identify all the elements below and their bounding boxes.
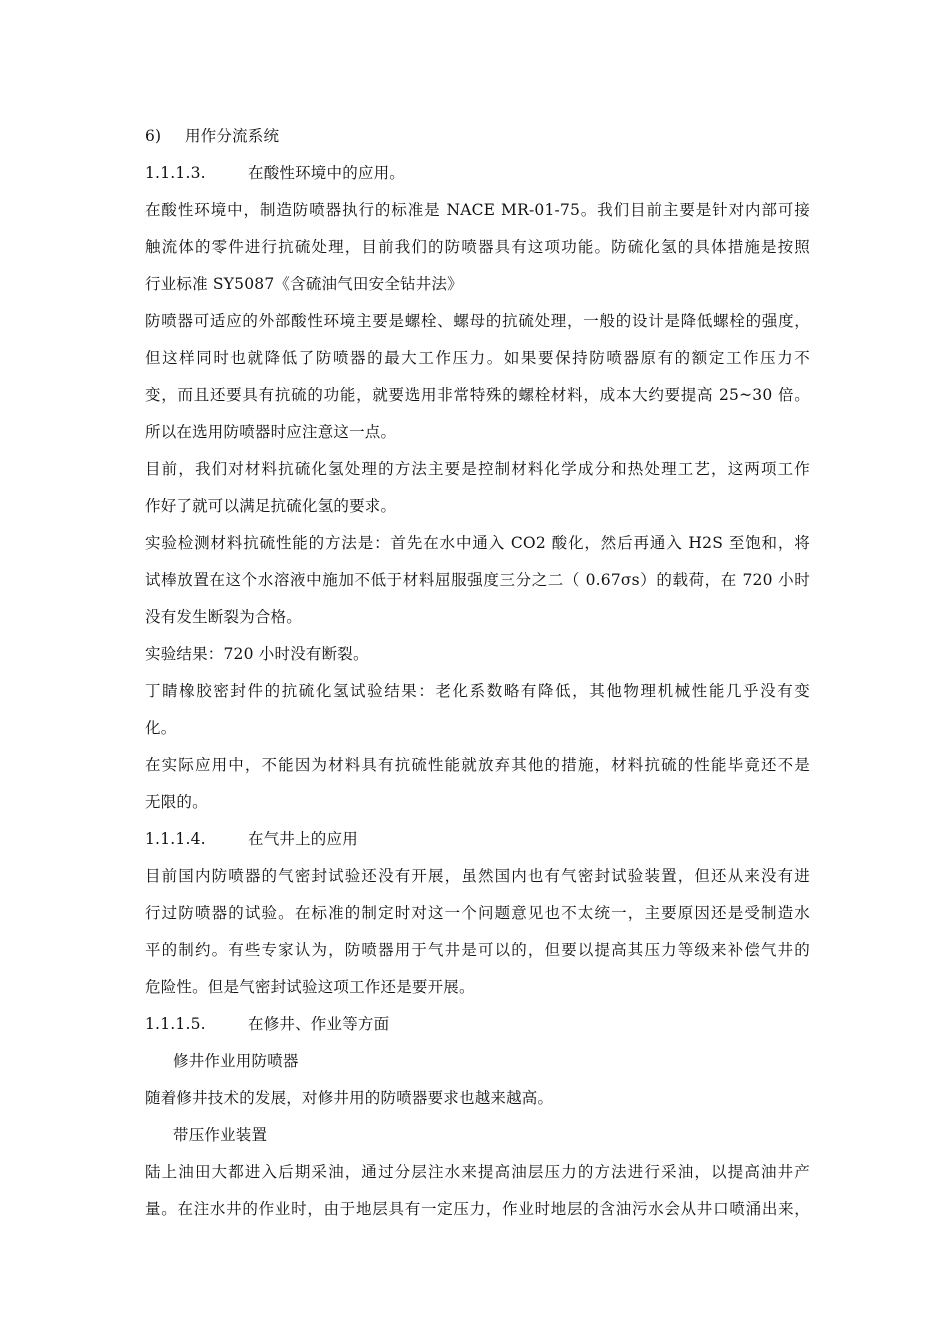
paragraph-line: 实验结果：720 小时没有断裂。	[145, 645, 369, 663]
document-body	[145, 118, 810, 1228]
paragraph-line: 无限的。	[145, 793, 208, 811]
list-item-diversion-system	[145, 118, 810, 155]
section-title: 在修井、作业等方面	[248, 1015, 390, 1033]
paragraph-line: 在实际应用中，不能因为材料具有抗硫性能就放弃其他的措施，材料抗硫的性能毕竟还不是	[145, 756, 810, 774]
section-title: 在气井上的应用	[248, 830, 358, 848]
subheading-workover-bop: 修井作业用防喷器	[173, 1052, 299, 1070]
section-number: 1.1.1.5.	[145, 1015, 206, 1033]
paragraph-line: 化。	[145, 719, 177, 737]
paragraph-line: 防喷器可适应的外部酸性环境主要是螺栓、螺母的抗硫处理，一般的设计是降低螺栓的强度，	[145, 312, 810, 330]
paragraph-line: 随着修井技术的发展，对修井用的防喷器要求也越来越高。	[145, 1089, 554, 1107]
paragraph-line: 在酸性环境中，制造防喷器执行的标准是 NACE MR-01-75。我们目前主要是针对内部可接	[145, 201, 810, 219]
paragraph-line: 平的制约。有些专家认为，防喷器用于气井是可以的，但要以提高其压力等级来补偿气井的	[145, 941, 810, 959]
list-number: 6)	[145, 127, 162, 145]
paragraph-line: 目前，我们对材料抗硫化氢处理的方法主要是控制材料化学成分和热处理工艺，这两项工作	[145, 460, 810, 478]
section-heading-1-1-1-5	[145, 1006, 810, 1043]
paragraph-line: 丁睛橡胶密封件的抗硫化氢试验结果：老化系数略有降低，其他物理机械性能几乎没有变	[145, 682, 810, 700]
paragraph-line: 所以在选用防喷器时应注意这一点。	[145, 423, 397, 441]
paragraph-line: 危险性。但是气密封试验这项工作还是要开展。	[145, 978, 475, 996]
paragraph-line: 但这样同时也就降低了防喷器的最大工作压力。如果要保持防喷器原有的额定工作压力不	[145, 349, 810, 367]
section-heading-1-1-1-3	[145, 155, 810, 192]
section-title: 在酸性环境中的应用。	[248, 164, 406, 182]
subheading-snubbing-unit: 带压作业装置	[173, 1126, 268, 1144]
paragraph-line: 目前国内防喷器的气密封试验还没有开展，虽然国内也有气密封试验装置，但还从来没有进	[145, 867, 810, 885]
paragraph-line: 没有发生断裂为合格。	[145, 608, 303, 626]
paragraph-line: 陆上油田大都进入后期采油，通过分层注水来提高油层压力的方法进行采油，以提高油井产	[145, 1163, 810, 1181]
paragraph-line: 触流体的零件进行抗硫处理，目前我们的防喷器具有这项功能。防硫化氢的具体措施是按照	[145, 238, 810, 256]
paragraph-line: 行业标准 SY5087《含硫油气田安全钻井法》	[145, 275, 463, 293]
section-heading-1-1-1-4	[145, 821, 810, 858]
paragraph-line: 实验检测材料抗硫性能的方法是：首先在水中通入 CO2 酸化，然后再通入 H2S 至饱和，将	[145, 534, 810, 552]
paragraph-line: 变，而且还要具有抗硫的功能，就要选用非常特殊的螺栓材料，成本大约要提高 25~30 倍。	[145, 386, 810, 404]
paragraph-line: 作好了就可以满足抗硫化氢的要求。	[145, 497, 397, 515]
paragraph-line: 量。在注水井的作业时，由于地层具有一定压力，作业时地层的含油污水会从井口喷涌出来，	[145, 1200, 810, 1218]
list-item-text: 用作分流系统	[185, 127, 280, 145]
section-number: 1.1.1.3.	[145, 164, 206, 182]
paragraph-line: 行过防喷器的试验。在标准的制定时对这一个问题意见也不太统一，主要原因还是受制造水	[145, 904, 810, 922]
paragraph-line: 试棒放置在这个水溶液中施加不低于材料屈服强度三分之二（ 0.67σs）的载荷，在 720 小时	[145, 571, 810, 589]
section-number: 1.1.1.4.	[145, 830, 206, 848]
